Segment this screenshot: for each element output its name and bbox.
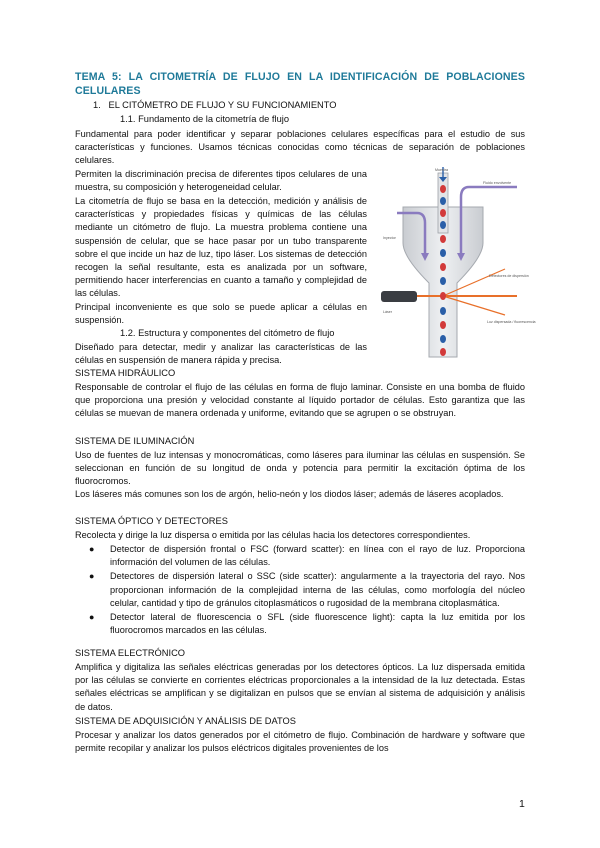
paragraph-drawback: Principal inconveniente es que solo se puede aplicar a células en suspensión. bbox=[75, 302, 367, 326]
heading-electronic-system: SISTEMA ELECTRÓNICO bbox=[75, 648, 186, 658]
sheath-label: Fluido envolvente bbox=[483, 181, 512, 185]
bullet-icon: ● bbox=[89, 612, 95, 623]
heading-hydraulic-system: SISTEMA HIDRÁULICO bbox=[75, 368, 176, 378]
paragraph-acquisition-system: Procesar y analizar los datos generados por el citómetro de flujo. Combinación de hardware y software que permite recopilar y analizar los pulsos eléctricos digitales provenientes de los bbox=[75, 730, 525, 754]
heading-acquisition-system: SISTEMA DE ADQUISICIÓN Y ANÁLISIS DE DATOS bbox=[75, 716, 296, 726]
detector-list bbox=[75, 543, 525, 638]
flow-cytometer-figure bbox=[377, 165, 536, 365]
page-number: 1 bbox=[519, 798, 525, 810]
document-title: TEMA 5: LA CITOMETRÍA DE FLUJO EN LA IDENTIFICACIÓN DE POBLACIONES CELULARES bbox=[75, 71, 525, 97]
heading-illumination-system: SISTEMA DE ILUMINACIÓN bbox=[75, 436, 195, 446]
paragraph-hydraulic-system: Responsable de controlar el flujo de las células en forma de flujo laminar. Consiste en una bomba de fluido que proporciona una presión y velocidad constante al líquido portador de células. Esto garantiza que las células se muevan de manera ordenada y uniforme, evitando que se agrupen o se obstruyan. bbox=[75, 382, 525, 419]
heading-optical-system: SISTEMA ÓPTICO Y DETECTORES bbox=[75, 516, 228, 526]
section-title: EL CITÓMETRO DE FLUJO Y SU FUNCIONAMIENTO bbox=[108, 100, 337, 110]
detectors-label: Detectores de dispersión bbox=[489, 274, 529, 278]
paragraph-optical-intro: Recolecta y dirige la luz dispersa o emitida por las células hacia los detectores correspondientes. bbox=[75, 530, 471, 540]
section-heading-1 bbox=[93, 100, 337, 110]
laser-device bbox=[381, 291, 417, 302]
paragraph-design: Diseñado para detectar, medir y analizar las características de las células en suspensión de manera rápida y precisa. bbox=[75, 342, 367, 366]
paragraph-illumination-1: Uso de fuentes de luz intensas y monocromáticas, como láseres para iluminar las células en suspensión. Se seleccionan en función de su longitud de onda y potencia para permitir la excitación óptima de los fluorocromos. bbox=[75, 450, 525, 487]
paragraph-cytometry: La citometría de flujo se basa en la detección, medición y análisis de características y propiedades físicas y químicas de las células mediante un citómetro de flujo. La muestra problema contiene una suspensión de celular, que se hace pasar por un tubo transparente sobre el que incide un haz de luz, tipo láser. Los sistemas de detección recogen la señal resultante, esta es analizada por un software, permitiendo hacer interferencias en cuanto a tamaño y complejidad de las células. bbox=[75, 196, 367, 299]
fluorescence-label: Luz dispersada / fluorescencia bbox=[487, 320, 536, 324]
subsection-heading-1-2: 1.2. Estructura y componentes del citómetro de flujo bbox=[120, 328, 335, 338]
flow-cell-diagram bbox=[377, 165, 536, 365]
paragraph-illumination-2: Los láseres más comunes son los de argón, helio-neón y los diodos láser; además de láseres acoplados. bbox=[75, 489, 504, 499]
section-number: 1. bbox=[93, 100, 101, 110]
list-item-sfl: ● Detector lateral de fluorescencia o SFL (side fluorescence light): capta la luz emitida por los fluorocromos marcados en las células. bbox=[89, 612, 525, 636]
list-item-ssc: ● Detectores de dispersión lateral o SSC (side scatter): angularmente a la trayectoria del rayo. Nos proporcionan información de la complejidad interna de las células, como morfología del núcleo celular, cantidad y tipo de gránulos citoplasmáticos o rugosidad de la membrana citoplasmática. bbox=[89, 571, 525, 608]
bullet-icon: ● bbox=[89, 544, 95, 554]
bullet-icon: ● bbox=[89, 571, 95, 582]
inlet-label: Inyector bbox=[383, 236, 396, 240]
list-item-fsc: ● Detector de dispersión frontal o FSC (forward scatter): en línea con el rayo de luz. Proporciona información del volumen de las células. bbox=[89, 544, 525, 568]
subsection-heading-1-1: 1.1. Fundamento de la citometría de flujo bbox=[120, 114, 289, 124]
paragraph-discrimination: Permiten la discriminación precisa de diferentes tipos celulares de una muestra, su composición y heterogeneidad celular. bbox=[75, 169, 367, 193]
paragraph-intro: Fundamental para poder identificar y separar poblaciones celulares específicas para el estudio de sus características y funciones. Usamos técnicas conocidas como técnicas de separación de poblaciones celulares. bbox=[75, 129, 525, 166]
laser-label: Láser bbox=[383, 310, 392, 314]
paragraph-electronic-system: Amplifica y digitaliza las señales eléctricas generadas por los detectores ópticos. La luz dispersada emitida por las células se convierte en corrientes eléctricas proporcionales a la intensidad de la luz detectada. Estas señales eléctricas se amplifican y se digitalizan en pulsos que se envían al sistema de adquisición y análisis de datos. bbox=[75, 662, 525, 712]
sample-label: Muestra bbox=[435, 168, 448, 172]
